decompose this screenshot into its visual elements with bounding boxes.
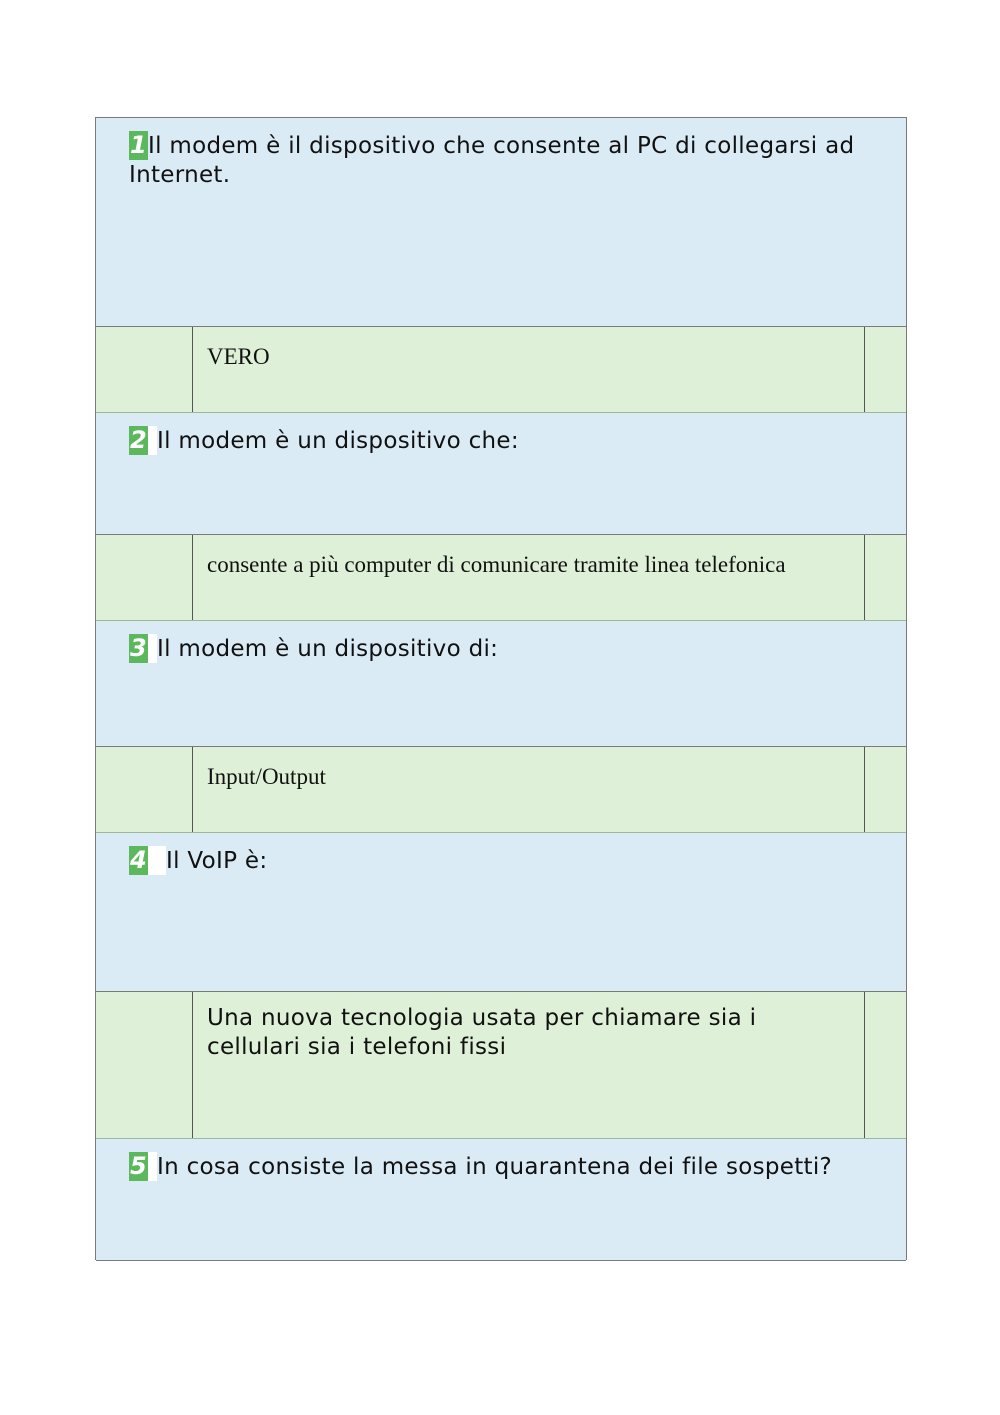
question-number-4: 4 xyxy=(130,846,147,874)
question-text-3 xyxy=(129,634,876,664)
question-text-4 xyxy=(129,846,876,876)
answer-text-1: VERO xyxy=(207,344,270,369)
answer-cell-3[interactable] xyxy=(192,747,865,832)
question-label-1: Il modem è il dispositivo che consente al PC di collegarsi ad Internet. xyxy=(129,133,855,188)
question-row-5 xyxy=(96,1139,906,1261)
question-number-5: 5 xyxy=(130,1152,147,1180)
answer-row-3 xyxy=(96,747,906,833)
answer-cell-2[interactable] xyxy=(192,535,865,620)
question-label-5: In cosa consiste la messa in quarantena dei file sospetti? xyxy=(157,1154,833,1180)
answer-row-2 xyxy=(96,535,906,621)
question-number-3: 3 xyxy=(130,634,147,662)
quiz-table xyxy=(95,117,907,1260)
answer-row-1 xyxy=(96,327,906,413)
answer-text-3: Input/Output xyxy=(207,764,326,789)
question-row-1 xyxy=(96,118,906,327)
question-label-4: Il VoIP è: xyxy=(166,848,268,874)
answer-cell-4[interactable] xyxy=(192,992,865,1138)
answer-row-4 xyxy=(96,992,906,1139)
answer-text-2: consente a più computer di comunicare tramite linea telefonica xyxy=(207,552,786,577)
question-number-1: 1 xyxy=(130,131,147,159)
question-row-4 xyxy=(96,833,906,992)
question-number-2: 2 xyxy=(130,426,147,454)
answer-text-4: Una nuova tecnologia usata per chiamare sia i cellulari sia i telefoni fissi xyxy=(207,1005,757,1060)
question-row-2 xyxy=(96,413,906,535)
question-row-3 xyxy=(96,621,906,747)
question-text-1 xyxy=(129,131,876,190)
question-text-5 xyxy=(129,1152,876,1182)
question-text-2 xyxy=(129,426,876,456)
question-label-2: Il modem è un dispositivo che: xyxy=(157,428,519,454)
answer-cell-1[interactable] xyxy=(192,327,865,412)
question-label-3: Il modem è un dispositivo di: xyxy=(157,636,499,662)
